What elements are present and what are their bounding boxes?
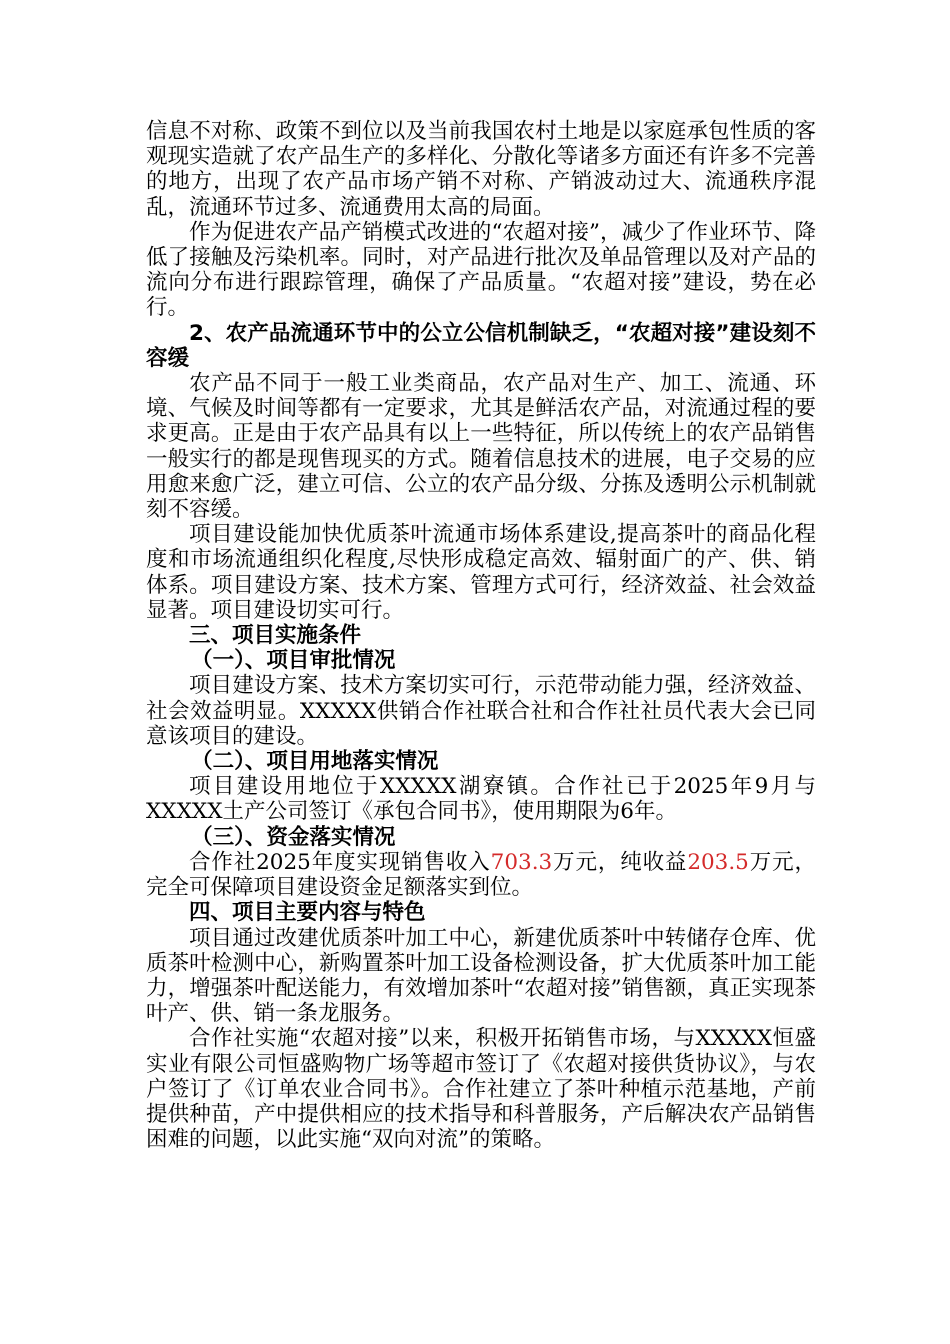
heading-approval: （一）、项目审批情况 xyxy=(191,648,396,674)
funding-text-a: 合作社2025年度实现销售收入 xyxy=(189,849,491,875)
paragraph-nongchao: 作为促进农产品产销模式改进的“农超对接”，减少了作业环节、降低了接触及污染机率。同时，对产品进行批次及单品管理以及对产品的流向分布进行跟踪管理，确保了产品质量。“农超对接”建设，势在必行。 xyxy=(146,219,816,321)
paragraph-intro: 信息不对称、政策不到位以及当前我国农村土地是以家庭承包性质的客观现实造就了农产品生产的多样化、分散化等诸多方面还有许多不完善的地方，出现了农产品市场产销不对称、产销波动过大、流通秩序混乱，流通环节过多、流通费用太高的局面。 xyxy=(146,119,816,220)
paragraph-approval: 项目建设方案、技术方案切实可行，示范带动能力强，经济效益、社会效益明显。XXXXX供销合作社联合社和合作社社员代表大会已同意该项目的建设。 xyxy=(146,673,816,749)
paragraph-strategy: 合作社实施“农超对接”以来，积极开拓销售市场，与XXXXX恒盛实业有限公司恒盛购物广场等超市签订了《农超对接供货协议》，与农户签订了《订单农业合同书》。合作社建立了茶叶种植示范基地，产前提供种苗，产中提供相应的技术指导和科普服务，产后解决农产品销售困难的问题，以此实施“双向对流”的策略。 xyxy=(146,1026,816,1153)
net-income-value: 203.5 xyxy=(687,849,749,875)
paragraph-project-benefit: 项目建设能加快优质茶叶流通市场体系建设,提高茶叶的商品化程度和市场流通组织化程度,尽快形成稳定高效、辐射面广的产、供、销体系。项目建设方案、技术方案、管理方式可行，经济效益、社会效益显著。项目建设切实可行。 xyxy=(146,522,816,623)
funding-text-b: 万元，纯收益 xyxy=(552,849,688,875)
paragraph-funding xyxy=(146,850,816,900)
funding-text-c: 万元，完全可保障项目建设资金足额落实到位。 xyxy=(146,849,816,901)
paragraph-agri-products: 农产品不同于一般工业类商品，农产品对生产、加工、流通、环境、气候及时间等都有一定要求，尤其是鲜活农产品，对流通过程的要求更高。正是由于农产品具有以上一些特征，所以传统上的农产品销售一般实行的都是现售现买的方式。随着信息技术的进展，电子交易的应用愈来愈广泛，建立可信、公立的农产品分级、分拣及透明公示机制就刻不容缓。 xyxy=(146,371,816,523)
document-page xyxy=(146,119,816,1152)
heading-funding: （三）、资金落实情况 xyxy=(191,824,396,850)
paragraph-land: 项目建设用地位于XXXXX湖寮镇。合作社已于2025年9月与XXXXX土产公司签订《承包合同书》，使用期限为6年。 xyxy=(146,774,816,825)
heading-main-content: 四、项目主要内容与特色 xyxy=(189,900,426,926)
heading-land: （二）、项目用地落实情况 xyxy=(191,749,439,775)
heading-section-2: 2、农产品流通环节中的公立公信机制缺乏，“农超对接”建设刻不容缓 xyxy=(146,320,816,371)
sales-revenue-value: 703.3 xyxy=(490,849,553,875)
paragraph-main-content: 项目通过改建优质茶叶加工中心，新建优质茶叶中转储存仓库、优质茶叶检测中心，新购置茶叶加工设备检测设备，扩大优质茶叶加工能力，增强茶叶配送能力，有效增加茶叶“农超对接”销售额，真正实现茶叶产、供、销一条龙服务。 xyxy=(146,925,816,1027)
heading-implementation-conditions: 三、项目实施条件 xyxy=(189,623,362,649)
